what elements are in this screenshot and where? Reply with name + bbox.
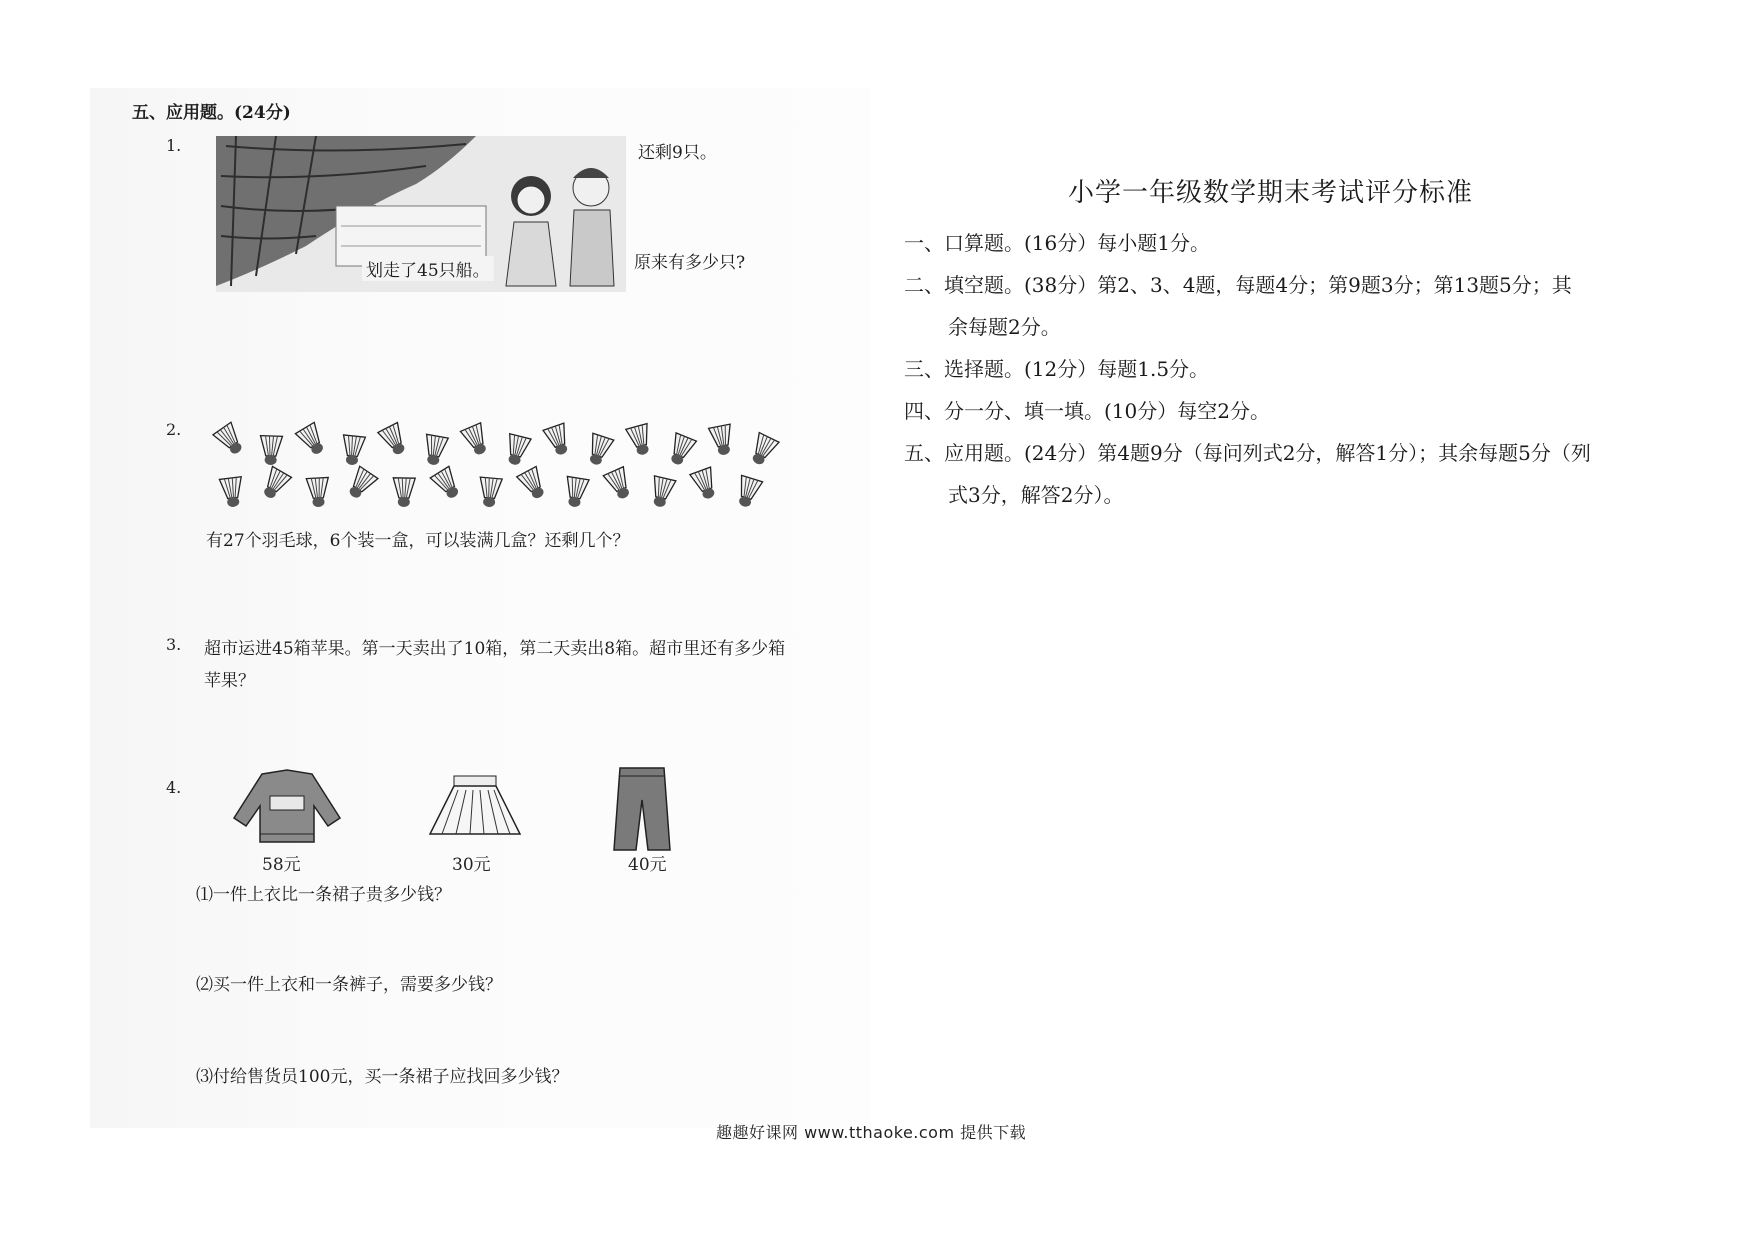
question-4-sub1: ⑴一件上衣比一条裙子贵多少钱？ — [196, 885, 451, 905]
shuttlecock-icon — [430, 466, 464, 502]
pants-illustration — [612, 766, 672, 852]
rubric-list — [904, 222, 1684, 516]
shuttlecock-icon — [213, 422, 248, 458]
shuttlecock-icon — [295, 422, 329, 458]
shuttlecock-icon — [478, 477, 502, 508]
shuttlecock-icon — [563, 476, 589, 508]
shuttlecocks-illustration — [210, 412, 810, 522]
shuttlecock-icon — [340, 435, 365, 466]
shuttlecock-icon — [584, 433, 614, 467]
skirt-price: 30元 — [452, 855, 491, 875]
question-4-sub2: ⑵买一件上衣和一条裤子，需要多少钱？ — [196, 975, 502, 995]
shuttlecock-icon — [393, 478, 416, 507]
shuttlecock-icon — [543, 423, 573, 458]
shuttlecock-icon — [709, 424, 736, 457]
shuttlecock-icon — [306, 477, 329, 507]
shuttlecock-icon — [603, 467, 635, 502]
shuttlecock-icon — [747, 433, 779, 469]
rubric-item-2-cont: 余每题2分。 — [948, 315, 1061, 339]
skirt-illustration — [428, 772, 522, 842]
pants-price: 40元 — [628, 855, 667, 875]
question-4-number: 4. — [166, 778, 182, 797]
bubble-question: 原来有多少只? — [634, 253, 746, 273]
shuttlecock-icon — [259, 436, 282, 466]
shuttlecock-icon — [626, 424, 655, 458]
jacket-price: 58元 — [262, 855, 301, 875]
section-heading: 五、应用题。(24分) — [132, 103, 291, 123]
rubric-item-2: 二、填空题。(38分）第2、3、4题，每题4分；第9题3分；第13题5分；其 — [904, 273, 1572, 297]
question-1-number: 1. — [166, 136, 182, 155]
shuttlecock-icon — [219, 477, 244, 508]
shuttlecock-icon — [733, 475, 763, 509]
question-3-line1: 超市运进45箱苹果。第一天卖出了10箱，第二天卖出8箱。超市里还有多少箱 — [204, 639, 786, 659]
question-3-line2: 苹果？ — [204, 671, 255, 691]
shuttlecock-icon — [258, 466, 292, 502]
rubric-title: 小学一年级数学期末考试评分标准 — [1068, 178, 1474, 208]
question-2-text: 有27个羽毛球，6个装一盒，可以装满几盒？还剩几个？ — [206, 531, 630, 551]
bubble-rowed: 划走了45只船。 — [362, 256, 494, 281]
shuttlecock-icon — [648, 476, 676, 509]
shuttlecock-icon — [422, 434, 449, 466]
rubric-item-5: 五、应用题。(24分）第4题9分（每问列式2分，解答1分）；其余每题5分（列 — [904, 441, 1591, 465]
shuttlecock-icon — [690, 467, 721, 502]
shuttlecock-icon — [343, 466, 377, 502]
shuttlecock-icon — [665, 433, 696, 468]
rubric-item-1: 一、口算题。(16分）每小题1分。 — [904, 231, 1210, 255]
shuttlecock-icon — [378, 423, 411, 459]
question-2-number: 2. — [166, 420, 182, 439]
footer-credit: 趣趣好课网 www.tthaoke.com 提供下载 — [716, 1123, 1027, 1142]
rubric-item-4: 四、分一分、填一填。(10分）每空2分。 — [904, 399, 1270, 423]
shuttlecock-icon — [503, 434, 531, 467]
rubric-item-5-cont: 式3分，解答2分）。 — [948, 483, 1124, 507]
shuttlecock-icon — [517, 466, 550, 502]
bubble-remaining: 还剩9只。 — [638, 143, 717, 163]
question-4-sub3: ⑶付给售货员100元，买一条裙子应找回多少钱？ — [196, 1067, 569, 1087]
jacket-illustration — [232, 768, 342, 844]
rubric-item-3: 三、选择题。(12分）每题1.5分。 — [904, 357, 1210, 381]
shuttlecock-icon — [460, 423, 492, 458]
question-3-number: 3. — [166, 635, 182, 654]
